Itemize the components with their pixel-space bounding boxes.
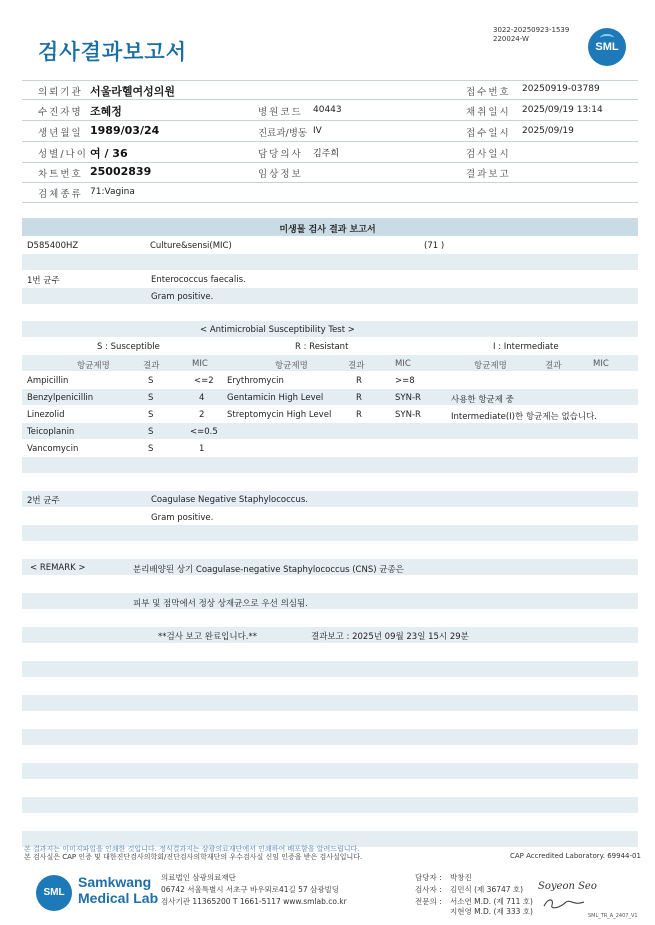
samkwang-logo-text — [78, 874, 158, 906]
page-title: 검사결과보고서 — [38, 40, 188, 64]
receipt-date-label: 접수일시 — [466, 128, 511, 139]
drug-result: R — [356, 376, 362, 386]
org-contact: 검사기관 11365200 T 1661-5117 www.smlab.co.kr — [161, 897, 347, 906]
logo-abbr: SML — [43, 887, 65, 898]
staff-name: 박창진 — [450, 873, 472, 882]
remark-label: < REMARK > — [30, 563, 86, 573]
chart-no: 25002839 — [90, 165, 152, 178]
logo-line2: Medical Lab — [78, 890, 159, 906]
org1-label: 1번 균주 — [27, 276, 60, 286]
tester-name: 김민식 (제 36747 호) — [450, 885, 524, 894]
drug-result: S — [148, 410, 154, 420]
drug-mic: 2 — [199, 410, 205, 420]
band — [22, 661, 638, 677]
test-num: (71 ) — [424, 241, 445, 251]
drug-result: R — [356, 410, 362, 420]
sex-age-label: 성별/나이 — [38, 149, 88, 160]
band — [22, 797, 638, 813]
notice-image: 본 결과지는 이미지파일을 인쇄한 것입니다. 정식결과지는 삼광의료재단에서 인쇄하여 배포함을 알려드립니다. — [24, 845, 360, 853]
legend-i: I : Intermediate — [493, 342, 559, 352]
complete-note: **검사 보고 완료입니다.** — [158, 632, 258, 642]
test-date-label: 검사일시 — [466, 149, 511, 160]
drug-mic: >=8 — [395, 376, 415, 386]
legend-s: S : Susceptible — [97, 342, 160, 352]
report-label: 결과보고 — [466, 169, 511, 180]
test-name: Culture&sensi(MIC) — [150, 241, 232, 251]
request-org: 서울라헬여성의원 — [90, 85, 176, 98]
report-time: 결과보고 : 2025년 09월 23일 15시 29분 — [311, 632, 469, 642]
drug-name: Linezolid — [27, 410, 65, 420]
collect-date: 2025/09/19 13:14 — [522, 105, 603, 115]
drug-mic: 1 — [199, 444, 205, 454]
drug-result: S — [148, 444, 154, 454]
org1-name: Enterococcus faecalis. — [151, 275, 246, 285]
band — [22, 288, 638, 304]
org2-label: 2번 균주 — [27, 496, 60, 506]
doctor: 김주희 — [313, 149, 340, 159]
receipt-no-label: 접수번호 — [466, 87, 511, 98]
specialist-name-2: 지현영 M.D. (제 333 호) — [450, 907, 533, 916]
dept-label: 진료과/병동 — [258, 128, 308, 139]
col-result: 결과 — [143, 361, 160, 371]
band — [22, 389, 638, 405]
band — [22, 763, 638, 779]
tester-label: 검사자 : — [415, 885, 442, 894]
org1-gram: Gram positive. — [151, 292, 214, 302]
col-drug: 항균제명 — [77, 361, 110, 371]
drug-name: Benzylpenicillin — [27, 393, 94, 403]
drug-name: Ampicillin — [27, 376, 69, 386]
hospital-code: 40443 — [313, 105, 342, 115]
col-drug: 항균제명 — [275, 361, 308, 371]
form-code: SML_TR_A_2407_V1 — [588, 913, 638, 919]
col-drug: 항균제명 — [474, 361, 507, 371]
receipt-date: 2025/09/19 — [522, 126, 574, 136]
staff-label: 담당자 : — [415, 873, 442, 882]
note-intermediate: Intermediate(I)한 항균제는 없습니다. — [451, 412, 597, 422]
drug-mic: SYN-R — [395, 393, 421, 403]
signature-scribble-icon — [540, 896, 588, 912]
logo-text: SML — [595, 41, 619, 53]
legend-r: R : Resistant — [295, 342, 349, 352]
col-result: 결과 — [348, 361, 365, 371]
patient-name: 조혜정 — [90, 105, 122, 118]
org-address: 06742 서울특별시 서초구 바우뫼로41길 57 삼광빌딩 — [161, 885, 340, 894]
doctor-label: 담당의사 — [258, 149, 303, 160]
divider — [22, 120, 638, 121]
specialist-name-1: 서소연 M.D. (제 711 호) — [450, 897, 533, 906]
col-mic: MIC — [192, 359, 208, 369]
org2-gram: Gram positive. — [151, 513, 214, 523]
collect-date-label: 채취일시 — [466, 107, 511, 118]
drug-mic: SYN-R — [395, 410, 421, 420]
birth-date: 1989/03/24 — [90, 124, 160, 137]
section-title: 미생물 검사 결과 보고서 — [279, 225, 376, 235]
remark-line2: 피부 및 점막에서 정상 상재균으로 우선 의심됨. — [133, 599, 308, 609]
org-name: 의료법인 삼광의료재단 — [161, 873, 236, 882]
test-code: D585400HZ — [27, 241, 79, 251]
band — [22, 729, 638, 745]
drug-mic: <=2 — [194, 376, 214, 386]
doc-id-line2: 220024-W — [493, 35, 529, 43]
ast-title: < Antimicrobial Susceptibility Test > — [200, 325, 355, 335]
samkwang-logo-icon — [36, 875, 72, 911]
divider — [22, 182, 638, 183]
dept: IV — [313, 126, 322, 136]
hospital-code-label: 병원코드 — [258, 107, 303, 118]
col-mic: MIC — [395, 359, 411, 369]
clinical-label: 임상정보 — [258, 169, 303, 180]
logo-line1: Samkwang — [78, 874, 152, 890]
divider — [22, 141, 638, 142]
band — [22, 491, 638, 507]
col-mic: MIC — [593, 359, 609, 369]
drug-name: Teicoplanin — [27, 427, 75, 437]
divider — [22, 162, 638, 163]
sml-logo-icon — [588, 28, 626, 66]
specimen-label: 검체종류 — [38, 189, 83, 200]
receipt-no: 20250919-03789 — [522, 84, 600, 94]
band — [22, 423, 638, 439]
divider — [22, 202, 638, 203]
drug-result: S — [148, 376, 154, 386]
sex-age: 여 / 36 — [90, 147, 128, 160]
divider — [22, 80, 638, 81]
specimen: 71:Vagina — [90, 187, 135, 197]
drug-result: R — [356, 393, 362, 403]
chart-no-label: 차트번호 — [38, 169, 83, 180]
org2-name: Coagulase Negative Staphylococcus. — [151, 495, 308, 505]
name-label: 수진자명 — [38, 107, 83, 118]
drug-mic: 4 — [199, 393, 205, 403]
request-org-label: 의뢰기관 — [38, 87, 83, 98]
drug-name: Streptomycin High Level — [227, 410, 332, 420]
band — [22, 525, 638, 541]
cap-accreditation: CAP Accredited Laboratory. 69944-01 — [510, 852, 641, 860]
remark-line1: 분리배양된 상기 Coagulase-negative Staphylococcus (CNS) 균종은 — [133, 565, 404, 575]
band — [22, 254, 638, 270]
drug-result: S — [148, 427, 154, 437]
drug-name: Vancomycin — [27, 444, 79, 454]
doc-id-line1: 3022-20250923-1539 — [493, 26, 570, 34]
doc-id — [493, 26, 569, 44]
notice-accreditation: 본 검사실은 CAP 인증 및 대한진단검사의학회/진단검사의학재단의 우수검사실 신임 인증을 받은 검사실입니다. — [24, 853, 363, 861]
signature-image: Soyeon Seo — [538, 881, 597, 892]
note-used: 사용한 항균제 중 — [451, 395, 514, 405]
birth-label: 생년월일 — [38, 128, 83, 139]
drug-name: Gentamicin High Level — [227, 393, 324, 403]
drug-result: S — [148, 393, 154, 403]
band — [22, 457, 638, 473]
band — [22, 593, 638, 609]
col-result: 결과 — [545, 361, 562, 371]
drug-mic: <=0.5 — [190, 427, 218, 437]
specialist-label: 전문의 : — [415, 897, 442, 906]
drug-name: Erythromycin — [227, 376, 284, 386]
band — [22, 695, 638, 711]
divider — [22, 99, 638, 100]
